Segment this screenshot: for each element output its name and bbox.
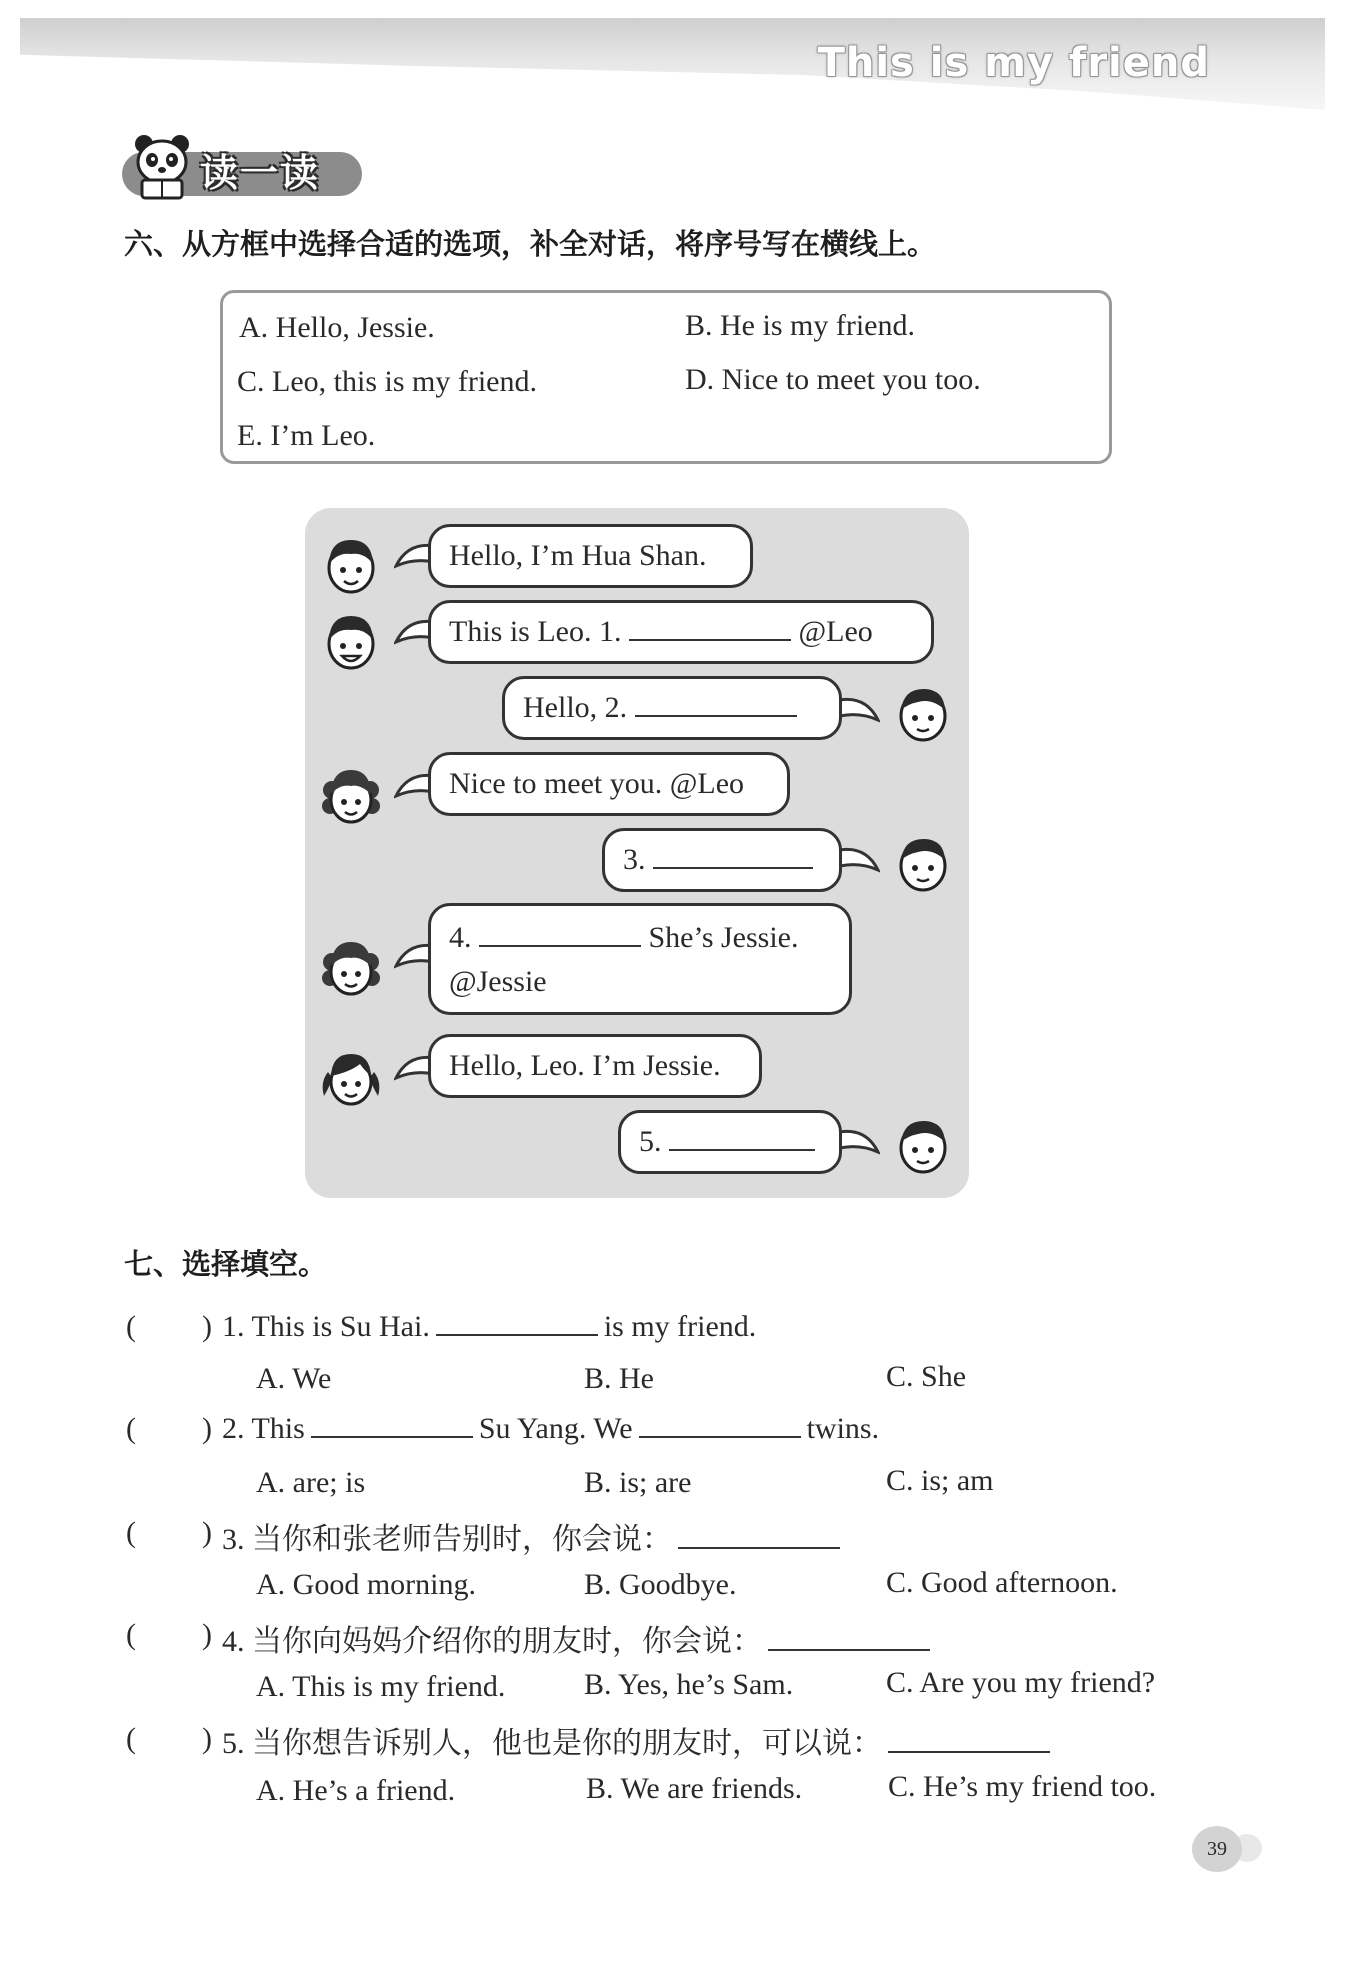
choice-5a[interactable]: A. He’s a friend. [256,1774,456,1807]
question-3: 3. 当你和张老师告别时，你会说： [222,1514,846,1558]
answer-paren-open: ( [126,1722,136,1755]
answer-paren-close: ) [202,1722,212,1755]
boy-face-icon [892,828,954,898]
question-blank[interactable] [678,1525,840,1549]
option-a: A. Hello, Jessie. [239,311,435,344]
section-badge-label: 读一读 [200,151,321,195]
part7-heading: 七、选择填空。 [124,1247,328,1281]
question-blank[interactable] [639,1414,801,1438]
dialogue-text: 5. [639,1125,662,1158]
question-blank[interactable] [888,1729,1050,1753]
boy-face-icon [892,678,954,748]
girl-curly-face-icon [320,932,382,1002]
choice-3c[interactable]: C. Good afternoon. [886,1566,1118,1599]
answer-paren-open: ( [126,1516,136,1549]
dialogue-text: This is Leo. 1. [449,615,622,648]
dialogue-bubble-6 [428,903,852,1015]
dialogue-bubble-7 [428,1034,762,1098]
choice-2a[interactable]: A. are; is [256,1466,366,1499]
dialogue-text: Nice to meet you. @Leo [449,767,745,800]
choice-1a[interactable]: A. We [256,1362,332,1395]
boy-face-icon [892,1110,954,1180]
dialogue-text: 3. [623,843,646,876]
option-c: C. Leo, this is my friend. [237,365,537,398]
girl-curly-face-icon [320,760,382,830]
choice-4b[interactable]: B. Yes, he’s Sam. [584,1668,794,1701]
answer-blank-1[interactable] [629,615,791,641]
dialogue-text: Hello, I’m Hua Shan. [449,539,707,572]
option-b: B. He is my friend. [685,309,915,342]
choice-3b[interactable]: B. Goodbye. [584,1568,737,1601]
panda-reading-icon [130,132,194,202]
answer-paren-close: ) [202,1412,212,1445]
question-blank[interactable] [768,1627,930,1651]
choice-1c[interactable]: C. She [886,1360,967,1393]
answer-blank-2[interactable] [635,691,797,717]
option-e: E. I’m Leo. [237,419,376,452]
dialogue-text: 4. [449,921,472,954]
girl-pigtails-face-icon [320,1042,382,1112]
dialogue-bubble-2 [428,600,934,664]
part6-heading: 六、从方框中选择合适的选项，补全对话，将序号写在横线上。 [124,227,937,261]
dialogue-text: @Leo [798,615,873,648]
answer-paren-close: ) [202,1516,212,1549]
choice-5c[interactable]: C. He’s my friend too. [888,1770,1157,1803]
answer-paren-open: ( [126,1412,136,1445]
dialogue-bubble-3 [502,676,842,740]
answer-blank-5[interactable] [669,1125,815,1151]
dialogue-text: Hello, 2. [523,691,628,724]
dialogue-text: She’s Jessie. [648,921,799,954]
choice-3a[interactable]: A. Good morning. [256,1568,476,1601]
question-4: 4. 当你向妈妈介绍你的朋友时，你会说： [222,1616,936,1660]
boy-face-icon [320,530,382,600]
bubble-tail-right [840,694,880,728]
option-d: D. Nice to meet you too. [685,363,981,396]
answer-paren-close: ) [202,1618,212,1651]
boy-face-icon [320,606,382,676]
question-2: 2. This Su Yang. We twins. [222,1412,880,1445]
choice-4c[interactable]: C. Are you my friend? [886,1666,1156,1699]
dialogue-bubble-4 [428,752,790,816]
question-blank[interactable] [311,1414,473,1438]
answer-paren-open: ( [126,1310,136,1343]
answer-paren-open: ( [126,1618,136,1651]
dialogue-bubble-8 [618,1110,842,1174]
answer-blank-3[interactable] [653,843,813,869]
options-box [220,290,1112,464]
page-number: 39 [1192,1826,1242,1872]
dialogue-text: Hello, Leo. I’m Jessie. [449,1049,721,1082]
choice-5b[interactable]: B. We are friends. [586,1772,803,1805]
dialogue-bubble-1 [428,524,753,588]
dialogue-text: @Jessie [449,965,547,998]
bubble-tail-right [840,1126,880,1160]
bubble-tail-right [840,844,880,878]
answer-paren-close: ) [202,1310,212,1343]
choice-2c[interactable]: C. is; am [886,1464,994,1497]
question-5: 5. 当你想告诉别人，他也是你的朋友时，可以说： [222,1718,1056,1762]
question-1: 1. This is Su Hai. is my friend. [222,1310,757,1343]
header-title: This is my friend [817,40,1210,86]
choice-4a[interactable]: A. This is my friend. [256,1670,506,1703]
dialogue-bubble-5 [602,828,842,892]
answer-blank-4[interactable] [479,921,641,947]
question-blank[interactable] [436,1312,598,1336]
choice-1b[interactable]: B. He [584,1362,654,1395]
choice-2b[interactable]: B. is; are [584,1466,692,1499]
